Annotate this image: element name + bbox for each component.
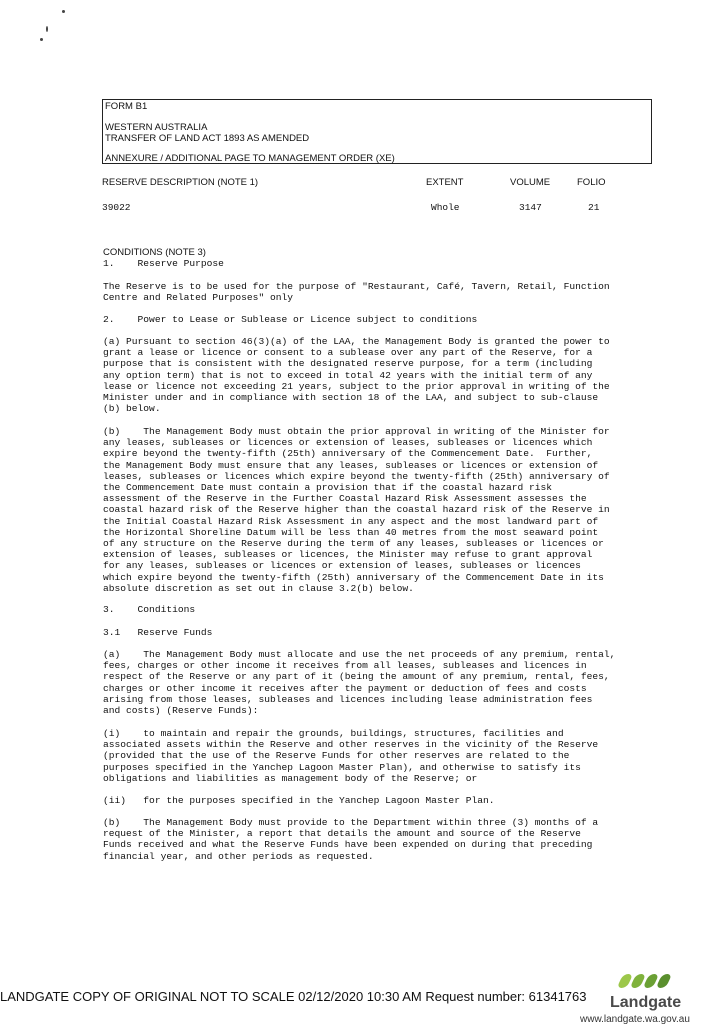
form-header-box (102, 99, 652, 164)
extent-label: EXTENT (426, 177, 464, 188)
form-state: WESTERN AUSTRALIA (105, 122, 208, 133)
section-3-1b-text: (b) The Management Body must provide to the Department within three (3) months of a request of the Minister, a report that details the amount and source of the Reserve Funds received and what the Reserve Funds have been expended on during that preceding financial year, and other periods as requested. (103, 817, 599, 862)
section-3-1i-text: (i) to maintain and repair the grounds, buildings, structures, facilities and associated assets within the Reserve and other reserves in the vicinity of the Reserve (provided that the use of the Reserve Funds for other reserves are related to the purposes specified in the Yanchep Lagoon Master Plan), and otherwise to satisfy its obligations and liabilities as management body of the Reserve; or (103, 728, 599, 784)
scan-speck (40, 38, 43, 41)
section-3-1-heading: 3.1 Reserve Funds (103, 627, 213, 638)
landgate-logo-word: Landgate (610, 994, 682, 1011)
form-act: TRANSFER OF LAND ACT 1893 AS AMENDED (105, 133, 310, 144)
section-3-heading: 3. Conditions (103, 604, 196, 615)
reserve-number: 39022 (102, 202, 131, 213)
folio-label: FOLIO (577, 177, 606, 188)
folio-value: 21 (588, 202, 600, 213)
conditions-label: CONDITIONS (NOTE 3) (103, 247, 206, 258)
section-3-1ii-text: (ii) for the purposes specified in the Yanchep Lagoon Master Plan. (103, 795, 495, 806)
scan-speck (62, 10, 65, 13)
section-2b-text: (b) The Management Body must obtain the prior approval in writing of the Minister for any leases, subleases or licences or extension of leases, subleases or licences which expire beyond the twenty-fifth (25th) anniversary of the Commencement Date. Further, the Management Body must ensure that any leases, subleases or licences or extension of leases, subleases or licences which expire beyond the twenty-fifth (25th) anniversary of the Commencement Date must contain a provision that if the coastal hazard risk assessment of the Reserve in the Further Coastal Hazard Risk Assessment assesses the coastal hazard risk of the Reserve higher than the coastal hazard risk of the Reserve in the Initial Coastal Hazard Risk Assessment in any aspect and the most landward part of the Horizontal Shoreline Datum will be less than 40 metres from the most seaward point of any structure on the Reserve during the term of any leases, subleases or licences or extension of leases, subleases or licences, the Minister may refuse to grant approval for any leases, subleases or licences or extension of leases, subleases or licences which expire beyond the twenty-fifth (25th) anniversary of the Commencement Date in its absolute discretion as set out in clause 3.2(b) below. (103, 426, 610, 594)
section-2-heading: 2. Power to Lease or Sublease or Licence subject to conditions (103, 314, 478, 325)
form-number: FORM B1 (105, 101, 148, 112)
section-1-text: The Reserve is to be used for the purpose of "Restaurant, Café, Tavern, Retail, Function Centre and Related Purposes" only (103, 281, 610, 304)
form-annexure-title: ANNEXURE / ADDITIONAL PAGE TO MANAGEMENT ORDER (XE) (105, 153, 395, 164)
volume-label: VOLUME (510, 177, 551, 188)
section-1-heading: 1. Reserve Purpose (103, 258, 224, 269)
reserve-description-label: RESERVE DESCRIPTION (NOTE 1) (102, 177, 259, 188)
copy-notice: LANDGATE COPY OF ORIGINAL NOT TO SCALE 02/12/2020 10:30 AM Request number: 61341763 (0, 989, 587, 1004)
volume-value: 3147 (519, 202, 542, 213)
section-3-1a-text: (a) The Management Body must allocate and use the net proceeds of any premium, rental, fees, charges or other income it receives from all leases, subleases and licences in respect of the Reserve or any part of it (being the amount of any premium, rental, fees, charges or other income it receives after the payment or deduction of fees and costs arising from those leases, subleases and licences including lease administration fees and costs) (Reserve Funds): (103, 649, 616, 717)
extent-value: Whole (431, 202, 460, 213)
scan-speck (46, 26, 48, 32)
section-2a-text: (a) Pursuant to section 46(3)(a) of the LAA, the Management Body is granted the power to grant a lease or licence or consent to a sublease over any part of the Reserve, for a purpose that is consistent with the designated reserve purpose, for a term (including any option term) that is not to exceed in total 42 years with the initial term of any lease or licence not exceeding 21 years, subject to the prior approval in writing of the Minister under and in compliance with section 18 of the LAA, and subject to sub-clause (b) below. (103, 336, 610, 415)
landgate-url-link[interactable]: www.landgate.wa.gov.au (580, 1014, 690, 1025)
